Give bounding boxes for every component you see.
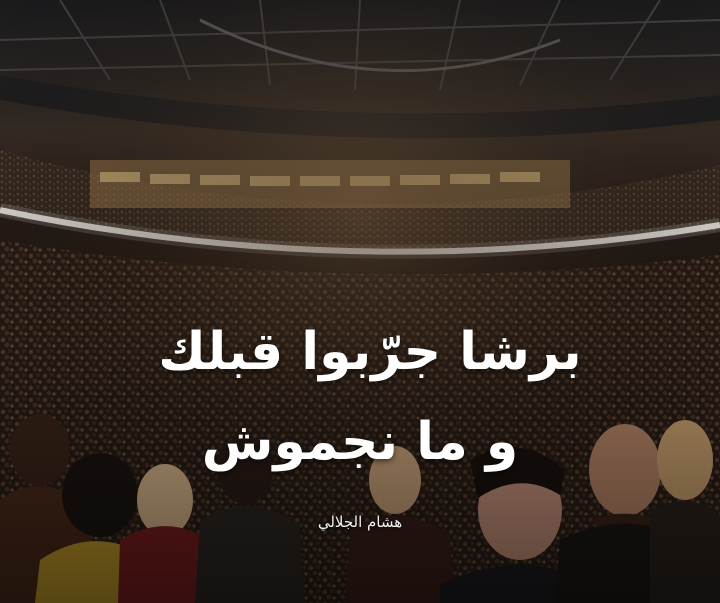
quote-line-2: و ما نجموش [201,412,519,472]
quote-line-1: برشا جرّبوا قبلك [158,322,582,382]
author-signature: هشام الجلالي [317,513,403,531]
